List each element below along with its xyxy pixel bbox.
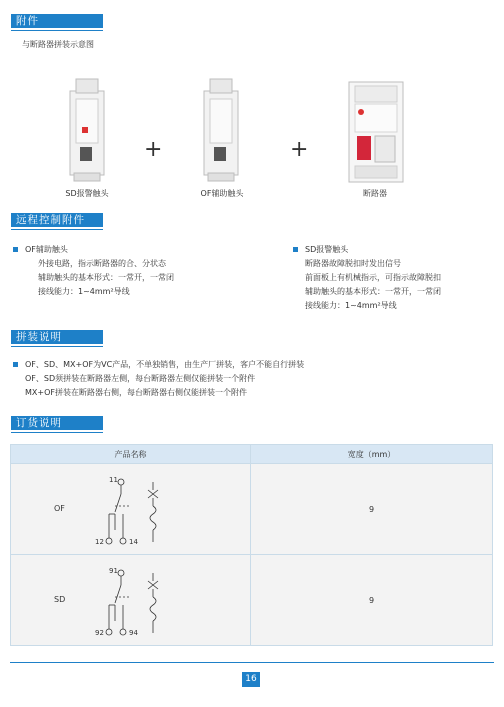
table-row: [11, 464, 493, 555]
section-header-ordering: 订货说明: [11, 416, 103, 430]
col-header-product: 产品名称: [11, 445, 251, 464]
of-terminal-1: 11: [109, 476, 118, 484]
sd-line-1: 断路器故障脱扣时发出信号: [305, 259, 401, 268]
of-heading: OF辅助触头: [25, 245, 68, 254]
sd-line-3: 辅助触头的基本形式：一常开，一常闭: [305, 287, 441, 296]
sd-terminal-2: 92: [95, 629, 104, 637]
of-contact-image: [202, 77, 242, 185]
caption-breaker: 断路器: [363, 189, 387, 198]
of-line-1: 外接电路，指示断路器的合、分状态: [38, 259, 166, 268]
bullet-sd: [293, 247, 298, 252]
product-name-sd: SD: [54, 595, 66, 604]
sd-heading: SD报警触头: [305, 245, 349, 254]
sd-line-2: 前面板上有机械指示，可指示故障脱扣: [305, 273, 441, 282]
section-header-attachment: 附件: [11, 14, 103, 28]
section-header-assembly: 拼装说明: [11, 330, 103, 344]
plus-sign-2: +: [290, 137, 309, 162]
product-cell-sd: [11, 555, 251, 646]
sd-contact-diagram: [95, 563, 171, 643]
assembly-line-3: MX+OF拼装在断路器右侧，每台断路器右侧仅能拼装一个附件: [25, 388, 247, 397]
col-header-width: 宽度（mm）: [251, 445, 493, 464]
plus-sign-1: +: [144, 137, 163, 162]
product-cell-of: [11, 464, 251, 555]
sd-terminal-3: 94: [129, 629, 138, 637]
of-contact-diagram: [95, 472, 171, 552]
order-table: [10, 444, 493, 646]
assembly-line-1: OF、SD、MX+OF为VC产品，不单独销售，由生产厂拼装，客户不能自行拼装: [25, 360, 305, 369]
breaker-image: [345, 80, 407, 186]
bullet-assembly: [13, 362, 18, 367]
page-number: 16: [242, 672, 260, 687]
of-terminal-3: 14: [129, 538, 138, 546]
sd-line-4: 接线能力：1~4mm²导线: [305, 301, 397, 310]
sd-terminal-1: 91: [109, 567, 118, 575]
attachment-subtitle: 与断路器拼装示意图: [22, 40, 94, 49]
footer-divider: [10, 662, 494, 663]
width-cell-sd: 9: [251, 555, 493, 646]
caption-of: OF辅助触头: [200, 189, 244, 198]
of-line-2: 辅助触头的基本形式：一常开，一常闭: [38, 273, 174, 282]
bullet-of: [13, 247, 18, 252]
assembly-line-2: OF、SD须拼装在断路器左侧，每台断路器左侧仅能拼装一个附件: [25, 374, 256, 383]
of-line-3: 接线能力：1~4mm²导线: [38, 287, 130, 296]
product-name-of: OF: [54, 504, 65, 513]
table-row: [11, 555, 493, 646]
section-header-remote: 远程控制附件: [11, 213, 103, 227]
of-terminal-2: 12: [95, 538, 104, 546]
caption-sd: SD报警触头: [65, 189, 109, 198]
width-cell-of: 9: [251, 464, 493, 555]
sd-contact-image: [68, 77, 108, 185]
